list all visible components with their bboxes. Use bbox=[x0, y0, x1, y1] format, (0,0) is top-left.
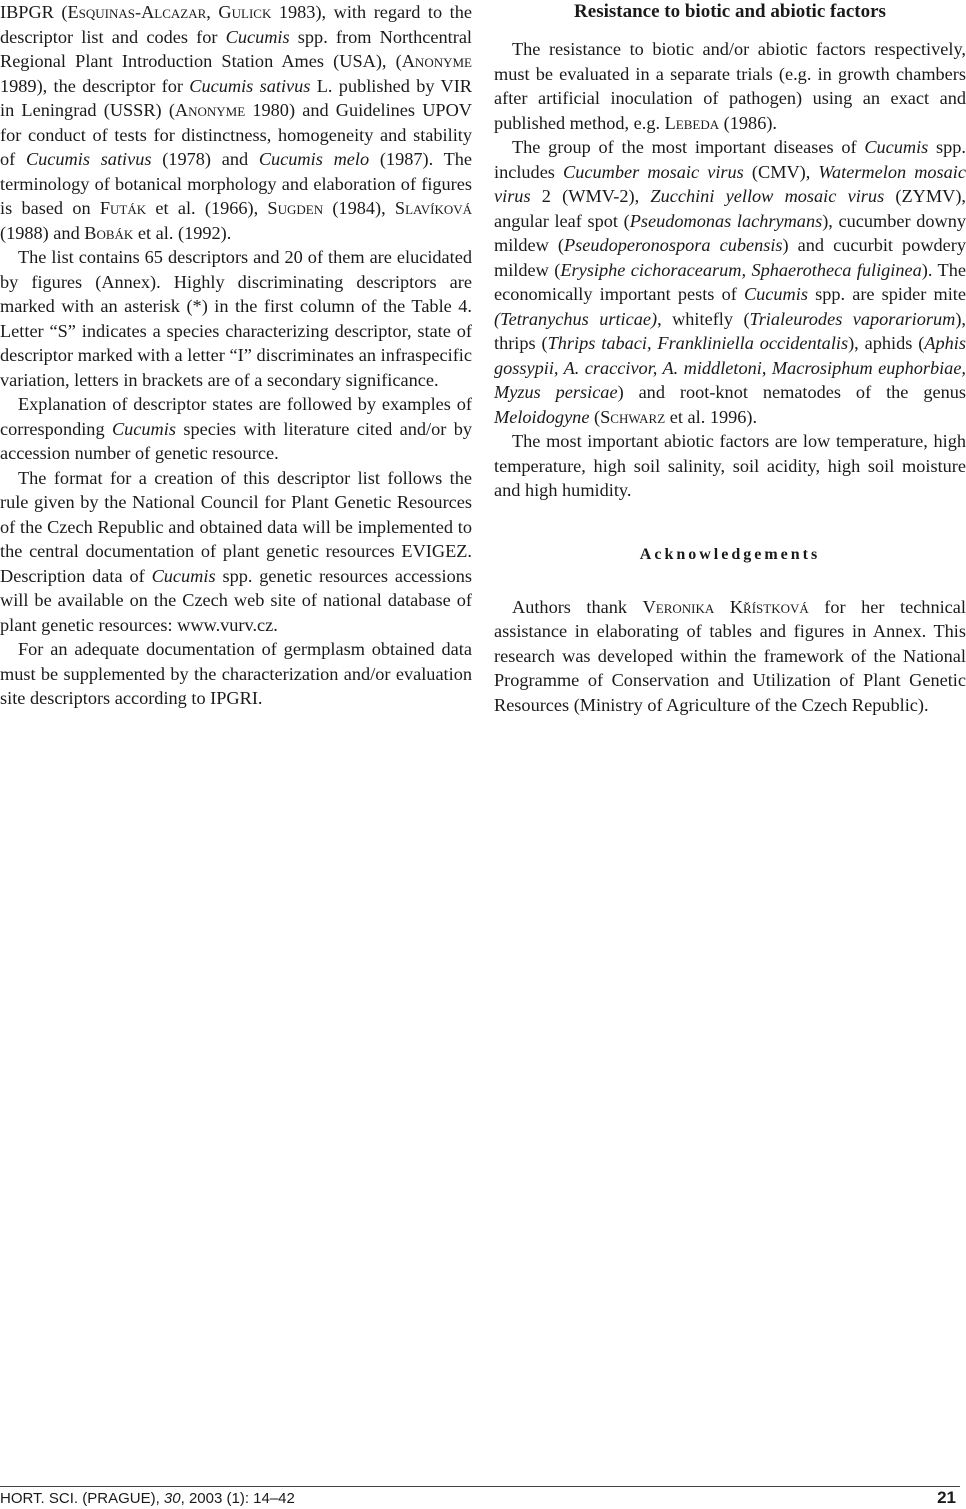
species-name: Cucumis bbox=[743, 284, 808, 304]
species-name: Erysiphe cichoracearum, Sphaerotheca fuliginea bbox=[560, 259, 922, 280]
text-run: (1978) and bbox=[151, 149, 259, 169]
author-name: Esquinas-Alcazar bbox=[67, 2, 207, 22]
acknowledgements-heading: Acknowledgements bbox=[639, 545, 821, 563]
text-run: 1980) and Guidelines UPOV for conduct of tests for distinctness, homogeneity and stability of bbox=[0, 100, 472, 169]
text-run: ), thrips ( bbox=[494, 308, 966, 353]
text-run: (1986). bbox=[719, 112, 777, 133]
text-run: et al. (1992). bbox=[133, 222, 232, 243]
paragraph-documentation: For an adequate documentation of germplasm obtained data must be supplemented by the characterization and/or evaluation site descriptors according to IPGRI. bbox=[0, 639, 472, 708]
text-run: The format for a creation of this descriptor list follows the rule given by the National Council for Plant Genetic Resources of the Czech Republic and obtained data will be implemented to the central documentation of plant genetic resources EVIGEZ. Description data of bbox=[0, 467, 472, 586]
text-run: The resistance to biotic and/or abiotic factors respectively, must be evaluated in a separate trials (e.g. in growth chambers after artificial inoculation of pathogen) using an exact and published method, e.g. bbox=[494, 39, 966, 133]
left-column bbox=[0, 0, 472, 711]
text-run: ( bbox=[589, 406, 601, 427]
species-name: Pseudomonas lachrymans bbox=[629, 210, 823, 231]
author-name: Schwarz bbox=[600, 406, 666, 427]
text-run: ), cucumber downy mildew ( bbox=[494, 210, 966, 255]
text-run: , bbox=[761, 357, 772, 378]
text-run: for her technical assistance in elaborating of tables and figures in Annex. This research was developed within the framework of the National Programme of Conservation and Utilization of Plant Genetic Resources (Ministry of Agriculture of the Czech Republic). bbox=[494, 596, 966, 715]
author-name: Anonyme bbox=[401, 51, 472, 71]
text-run: (ZYMV), angular leaf spot ( bbox=[494, 186, 966, 231]
text-run: The group of the most important diseases of bbox=[512, 137, 865, 157]
paragraph-references-intro bbox=[0, 0, 472, 245]
author-name: Veronika Křístková bbox=[642, 596, 809, 617]
journal-name: HORT. SCI. (PRAGUE), bbox=[0, 1490, 164, 1507]
page-number: 21 bbox=[937, 1488, 956, 1507]
text-run: ) and root-knot nematodes of the genus bbox=[617, 382, 966, 402]
text-run: spp. genetic resources accessions will be available on the Czech web site of national database of plant genetic resources: www.vurv.cz. bbox=[0, 565, 472, 635]
paragraph-acknowledgements bbox=[494, 595, 966, 718]
species-name: Pseudoperonospora cubensis bbox=[563, 235, 783, 255]
page-footer bbox=[0, 1486, 960, 1509]
text-run: Authors thank bbox=[512, 596, 643, 617]
species-name: Cucumis bbox=[225, 26, 290, 47]
text-run: L. published by VIR in Leningrad (USSR) ( bbox=[0, 75, 472, 120]
author-name: Futák bbox=[99, 198, 147, 218]
text-run: et al. (1966), bbox=[146, 198, 268, 218]
species-name: Cucumis sativus bbox=[189, 75, 311, 96]
species-name: Meloidogyne bbox=[494, 406, 590, 427]
author-name: Slavíková bbox=[394, 198, 473, 218]
author-name: Anonyme bbox=[174, 100, 246, 120]
author-name: Bobák bbox=[84, 222, 134, 243]
text-run: ) and cucurbit powdery mildew ( bbox=[494, 235, 966, 280]
text-run: (1984), bbox=[323, 198, 395, 218]
species-name: Cucumis melo bbox=[258, 149, 370, 169]
paragraph-descriptor-list: The list contains 65 descriptors and 20 of them are elucidated by figures (Annex). Highly discriminating descriptors are marked with an asterisk (*) in the first column of the Table 4. Letter “S” indicates a species characterizing descriptor, state of descriptor marked with a letter “I” discriminates an infraspecific variation, letters in brackets are of a secondary significance. bbox=[0, 247, 472, 390]
species-name: Cucumis bbox=[151, 565, 216, 586]
text-run: 2 (WMV-2), bbox=[530, 186, 651, 206]
text-run: ), aphids ( bbox=[848, 333, 925, 353]
text-run: spp. are spider mite bbox=[807, 284, 966, 304]
paragraph-diseases-pests bbox=[494, 135, 966, 429]
species-name: Macrosiphum euphorbiae, Myzus persicae bbox=[494, 357, 966, 402]
species-name: Cucumis sativus bbox=[25, 149, 152, 169]
species-name: Watermelon mosaic virus bbox=[494, 161, 966, 206]
text-run: IBPGR ( bbox=[0, 2, 68, 22]
text-run: (CMV), bbox=[743, 161, 819, 182]
text-run: 1983), with regard to the descriptor list and codes for bbox=[0, 2, 473, 47]
species-name: (Tetranychus urticae) bbox=[494, 308, 658, 329]
journal-reference bbox=[0, 1489, 295, 1508]
species-name: Aphis gossypii, A. craccivor, A. middletoni bbox=[494, 333, 966, 378]
paragraph-format bbox=[0, 466, 472, 638]
species-name: Trialeurodes vaporariorum bbox=[749, 308, 956, 329]
species-name: Cucumis bbox=[864, 137, 929, 157]
text-run: Explanation of descriptor states are followed by examples of corresponding bbox=[0, 394, 472, 439]
journal-volume: 30 bbox=[163, 1490, 181, 1507]
species-name: Cucumis bbox=[111, 418, 176, 439]
text-run: ). The economically important pests of bbox=[494, 259, 966, 304]
species-name: Thrips tabaci, Frankliniella occidentalis bbox=[547, 333, 849, 353]
text-run: (1987). The terminology of botanical morphology and elaboration of figures is based on bbox=[0, 149, 472, 218]
text-run: species with literature cited and/or by accession number of genetic resource. bbox=[0, 418, 473, 463]
text-run: (1988) and bbox=[0, 222, 85, 243]
paragraph-explanation bbox=[0, 392, 472, 466]
journal-issue-pages: , 2003 (1): 14–42 bbox=[180, 1490, 295, 1507]
author-name: Lebeda bbox=[664, 112, 720, 133]
text-run: 1989), the descriptor for bbox=[0, 75, 190, 96]
author-name: Sugden bbox=[267, 198, 324, 218]
species-name: Zucchini yellow mosaic virus bbox=[650, 186, 885, 206]
text-run: spp. from Northcentral Regional Plant Introduction Station Ames (USA), ( bbox=[0, 26, 473, 71]
section-heading: Resistance to biotic and abiotic factors bbox=[574, 1, 886, 22]
paragraph-abiotic: The most important abiotic factors are low temperature, high temperature, high soil salinity, soil acidity, high soil moisture and high humidity. bbox=[494, 431, 966, 500]
text-run: , whitefly ( bbox=[657, 308, 750, 329]
text-run: spp. includes bbox=[494, 137, 966, 182]
paragraph-resistance bbox=[494, 37, 966, 135]
text-run: et al. 1996). bbox=[665, 406, 758, 427]
author-name: Gulick bbox=[218, 2, 272, 22]
right-column bbox=[494, 0, 966, 717]
text-run: , bbox=[206, 2, 219, 22]
species-name: Cucumber mosaic virus bbox=[563, 161, 744, 182]
footer-divider bbox=[0, 1486, 960, 1487]
